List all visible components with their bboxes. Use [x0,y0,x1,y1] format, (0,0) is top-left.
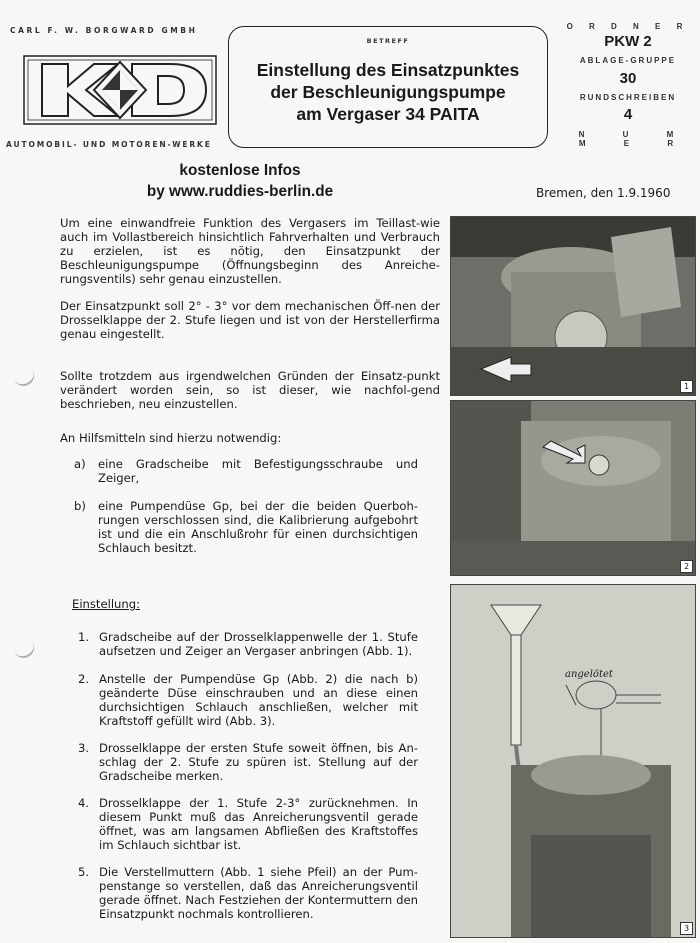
step-item [78,741,418,783]
ablage-label: ABLAGE-GRUPPE [579,56,677,65]
company-name: CARL F. W. BORGWARD GMBH [10,26,198,35]
tool-item [74,499,418,555]
figure-1-photo [450,216,696,396]
section-heading: Einstellung: [72,597,141,611]
ordner-label: O R D N E R [566,22,690,31]
tools-intro: An Hilfsmitteln sind hierzu notwendig: [60,431,282,445]
step-text: Die Verstellmuttern (Abb. 1 siehe Pfeil) an der Pum-penstange so verstellen, daß das Anreicherungsventil gerade öffnet. Nach Festziehen der Kontermuttern den Einsatzpunkt nochmals kontrollieren. [99,865,418,921]
ordner-value: PKW 2 [604,33,652,50]
title-line: der Beschleunigungspumpe [270,82,506,102]
einsatzpunkt-paragraph: Der Einsatzpunkt soll 2° - 3° vor dem mechanischen Öff-nen der Drosselklappe der 2. Stufe liegen und ist von der Herstellerfirma genau eingestellt. [60,299,440,341]
ablage-value: 30 [619,70,637,87]
date-line: Bremen, den 1.9.1960 [536,186,671,200]
step-item [78,796,418,852]
figure-number: 1 [680,380,693,393]
tool-text: eine Gradscheibe mit Befestigungsschraube und Zeiger, [98,457,418,485]
kd-logo [22,48,218,132]
filing-info [558,22,698,148]
figure-3-photo [450,584,696,938]
promo-line: by www.ruddies-berlin.de [146,183,334,200]
readjust-paragraph: Sollte trotzdem aus irgendwelchen Gründen der Einsatz-punkt verändert worden sein, so ist dieser, wie nachfol-gend beschrieben, neu einzustellen. [60,369,440,411]
step-text: Drosselklappe der 1. Stufe 2-3° zurücknehmen. In diesem Punkt muß das Anreicherungsventil gerade öffnet, was am langsamen Abfließen des Kraftstoffes im Schlauch sichtbar ist. [99,796,418,852]
company-subtitle: AUTOMOBIL- UND MOTOREN-WERKE [6,140,212,149]
step-number: 4. [78,796,90,810]
rundschreiben-label: RUNDSCHREIBEN [579,93,677,102]
step-text: Anstelle der Pumpendüse Gp (Abb. 2) die nach b) geänderte Düse einschrauben und an diese einen durchsichtigen Schlauch anschließen, welcher mit Kraftstoff gefüllt wird (Abb. 3). [99,672,418,728]
nummer-label: N U M M E R [578,130,692,148]
step-item [78,672,418,728]
step-item [78,865,418,921]
binder-hole-mark [8,358,38,389]
title-line: am Vergaser 34 PAITA [296,104,480,124]
tool-label: b) [74,499,86,513]
document-title [229,59,547,125]
binder-hole-mark [8,630,38,661]
betreff-label: BETREFF [366,37,410,45]
step-number: 3. [78,741,90,755]
step-number: 5. [78,865,90,879]
step-number: 2. [78,672,90,686]
step-text: Gradscheibe auf der Drosselklappenwelle der 1. Stufe aufsetzen und Zeiger an Vergaser anbringen (Abb. 1). [99,630,418,658]
intro-paragraph: Um eine einwandfreie Funktion des Vergasers im Teillast-wie auch im Vollastbereich hinsichtlich Fahrverhalten und Verbrauch zu erzielen, ist es nötig, den Einsatzpunkt der Beschleunigungspumpe (Öffnungsbeginn des Anreiche-rungsventils) sehr genau einzustellen. [60,216,440,286]
figure-number: 3 [680,922,693,935]
promo-line: kostenlose Infos [179,162,301,179]
figure-annotation: angelötet [565,669,613,680]
figure-2-photo [450,400,696,576]
title-line: Einstellung des Einsatzpunktes [256,60,520,80]
step-text: Drosselklappe der ersten Stufe soweit öffnen, bis An-schlag der 2. Stufe zu spüren ist. Stellung auf der Gradscheibe merken. [99,741,418,783]
rundschreiben-value: 4 [623,106,633,123]
tool-label: a) [74,457,86,471]
tool-text: eine Pumpendüse Gp, bei der die beiden Querboh-rungen verschlossen sind, die Kalibrierung aufgebohrt ist und die ein Anschlußrohr für einen durchsichtigen Schlauch besitzt. [98,499,418,555]
step-number: 1. [78,630,90,644]
figure-number: 2 [680,560,693,573]
tool-item [74,457,418,485]
step-item [78,630,418,658]
title-box [228,26,548,148]
promo-text [96,160,384,202]
